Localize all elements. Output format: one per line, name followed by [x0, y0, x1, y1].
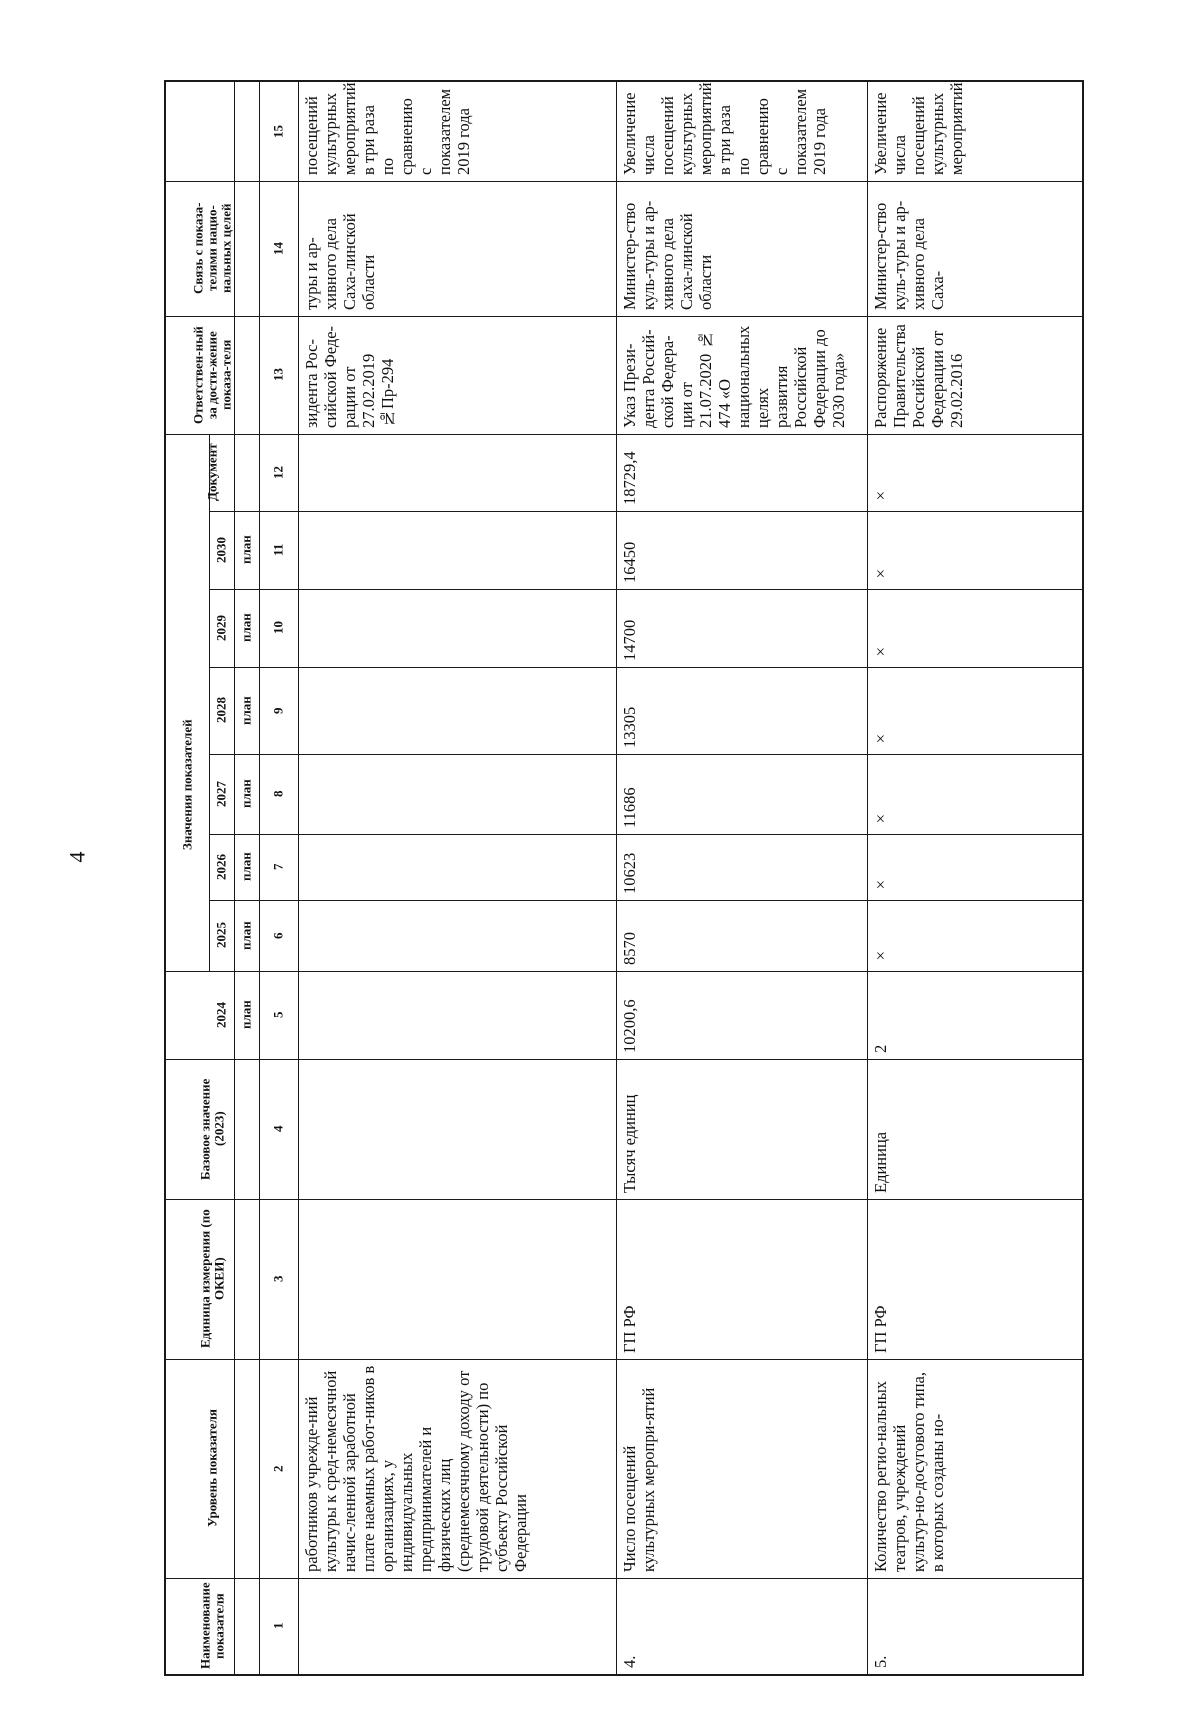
column-number: 7 [270, 863, 286, 871]
base-value [298, 971, 616, 1059]
indicator-name: работников учрежде-ний культуры к сред-немесячной начис-ленной заработной плате наемных работ-ников в организациях, у индивидуальных предпринимателей и физических лиц (среднемесячному доходу от трудовой деятельности) по субъекту Российской Федерации [302, 1365, 530, 1572]
header-year-2029: 2029 [213, 615, 229, 641]
indicator-name: Число посещений культурных меропри-ятий [620, 1387, 658, 1572]
page-number: 4 [64, 851, 90, 863]
value-2029 [298, 511, 616, 589]
column-number: 6 [270, 932, 286, 939]
unit: Единица [871, 1131, 890, 1193]
value-2025 [298, 834, 616, 900]
column-number: 12 [270, 466, 286, 479]
indicator-level: ГП РФ [871, 1305, 890, 1353]
value-2028: 14700 [620, 619, 639, 661]
document: Указ Прези-дента Россий-ской Федера-ции от 21.07.2020 № 474 «О национальных целях развития Российской Федерации до 2030 года» [620, 325, 848, 428]
value-2026: × [871, 809, 890, 828]
value-2030: 18729,4 [620, 451, 639, 505]
header-plan: план [238, 535, 254, 565]
header-year-2024: 2024 [213, 1002, 229, 1028]
value-2028 [298, 589, 616, 667]
header-plan: план [238, 696, 254, 725]
column-number: 14 [270, 242, 286, 255]
value-2029: 16450 [620, 541, 639, 583]
base-value: 2 [871, 1044, 890, 1053]
national-goal-link: Увеличение числа посещений культурных мероприятий в три раза по сравнению с показателем 2019 года [620, 82, 829, 175]
value-2024: × [871, 946, 890, 965]
column-number: 2 [270, 1465, 286, 1472]
header-year-2027: 2027 [213, 781, 229, 807]
unit: Тысяч единиц [620, 1094, 639, 1193]
header-plan: план [238, 1000, 254, 1030]
indicator-level [298, 1199, 616, 1359]
value-2027: × [871, 729, 890, 748]
header-values: Значения показателей [179, 719, 195, 851]
column-number: 3 [270, 1275, 286, 1283]
row-number: 4. [620, 1655, 639, 1668]
value-2030: × [871, 486, 890, 505]
value-2030 [298, 434, 616, 511]
indicator-table [164, 80, 1084, 1676]
base-value: 10200,6 [620, 999, 639, 1053]
value-2025: 10623 [620, 852, 639, 894]
column-number: 15 [270, 125, 286, 138]
header-national-goals-link: Связь с показа-телями нацио-нальных целей [190, 202, 234, 295]
header-name: Наименование показателя [197, 1582, 227, 1670]
header-document: Документ [204, 443, 220, 502]
responsible: Министер-ство куль-туры и ар-хивного дела Саха- [871, 200, 947, 310]
value-2026: 11686 [620, 787, 639, 828]
header-unit: Единица измерения (по ОКЕИ) [197, 1209, 227, 1349]
header-year-2025: 2025 [213, 922, 229, 949]
header-plan: план [238, 779, 254, 809]
value-2024: 8570 [620, 932, 639, 965]
value-2025: × [871, 875, 890, 894]
value-2024 [298, 900, 616, 971]
value-2026 [298, 754, 616, 834]
value-2027 [298, 667, 616, 754]
value-2028: × [871, 642, 890, 661]
column-number: 13 [270, 368, 286, 382]
row-number [298, 1578, 616, 1674]
column-number: 5 [270, 1011, 286, 1019]
document: Распоряжение Правительства Российской Федерации от 29.02.2016 [871, 324, 966, 428]
responsible: Министер-ство куль-туры и ар-хивного дела Саха-линской области [620, 200, 715, 310]
row-number: 5. [871, 1655, 890, 1668]
header-responsible: Ответствен-ный за дости-жение показа-теля [190, 326, 234, 424]
header-plan: план [238, 921, 254, 950]
header-base-value: Базовое значение (2023) [197, 1078, 227, 1180]
document: зидента Рос-сийской Феде-рации от 27.02.2019 №Пр-294 [302, 325, 397, 428]
national-goal-link: посещений культурных мероприятий в три раза по сравнению с показателем 2019 года [302, 82, 473, 175]
indicator-level: ГП РФ [620, 1305, 639, 1353]
indicator-name: Количество регио-нальных театров, учреждений культур-но-досугового типа, в которых созданы но- [871, 1372, 947, 1572]
national-goal-link: Увеличение числа посещений культурных мероприятий [871, 82, 966, 175]
header-year-2028: 2028 [213, 697, 229, 724]
column-number: 4 [270, 1125, 286, 1133]
header-level: Уровень показателя [204, 1409, 220, 1528]
header-plan: план [238, 852, 254, 882]
column-number: 1 [270, 1622, 286, 1630]
column-number: 9 [270, 707, 286, 714]
header-year-2030: 2030 [213, 537, 229, 563]
value-2027: 13305 [620, 706, 639, 748]
header-year-2026: 2026 [213, 854, 229, 880]
header-plan: план [238, 613, 254, 643]
column-number: 8 [270, 790, 286, 798]
column-number: 10 [270, 621, 286, 635]
value-2029: × [871, 564, 890, 583]
column-number: 11 [270, 543, 286, 557]
responsible: туры и ар-хивного дела Саха-линской области [302, 213, 378, 310]
unit [298, 1059, 616, 1199]
